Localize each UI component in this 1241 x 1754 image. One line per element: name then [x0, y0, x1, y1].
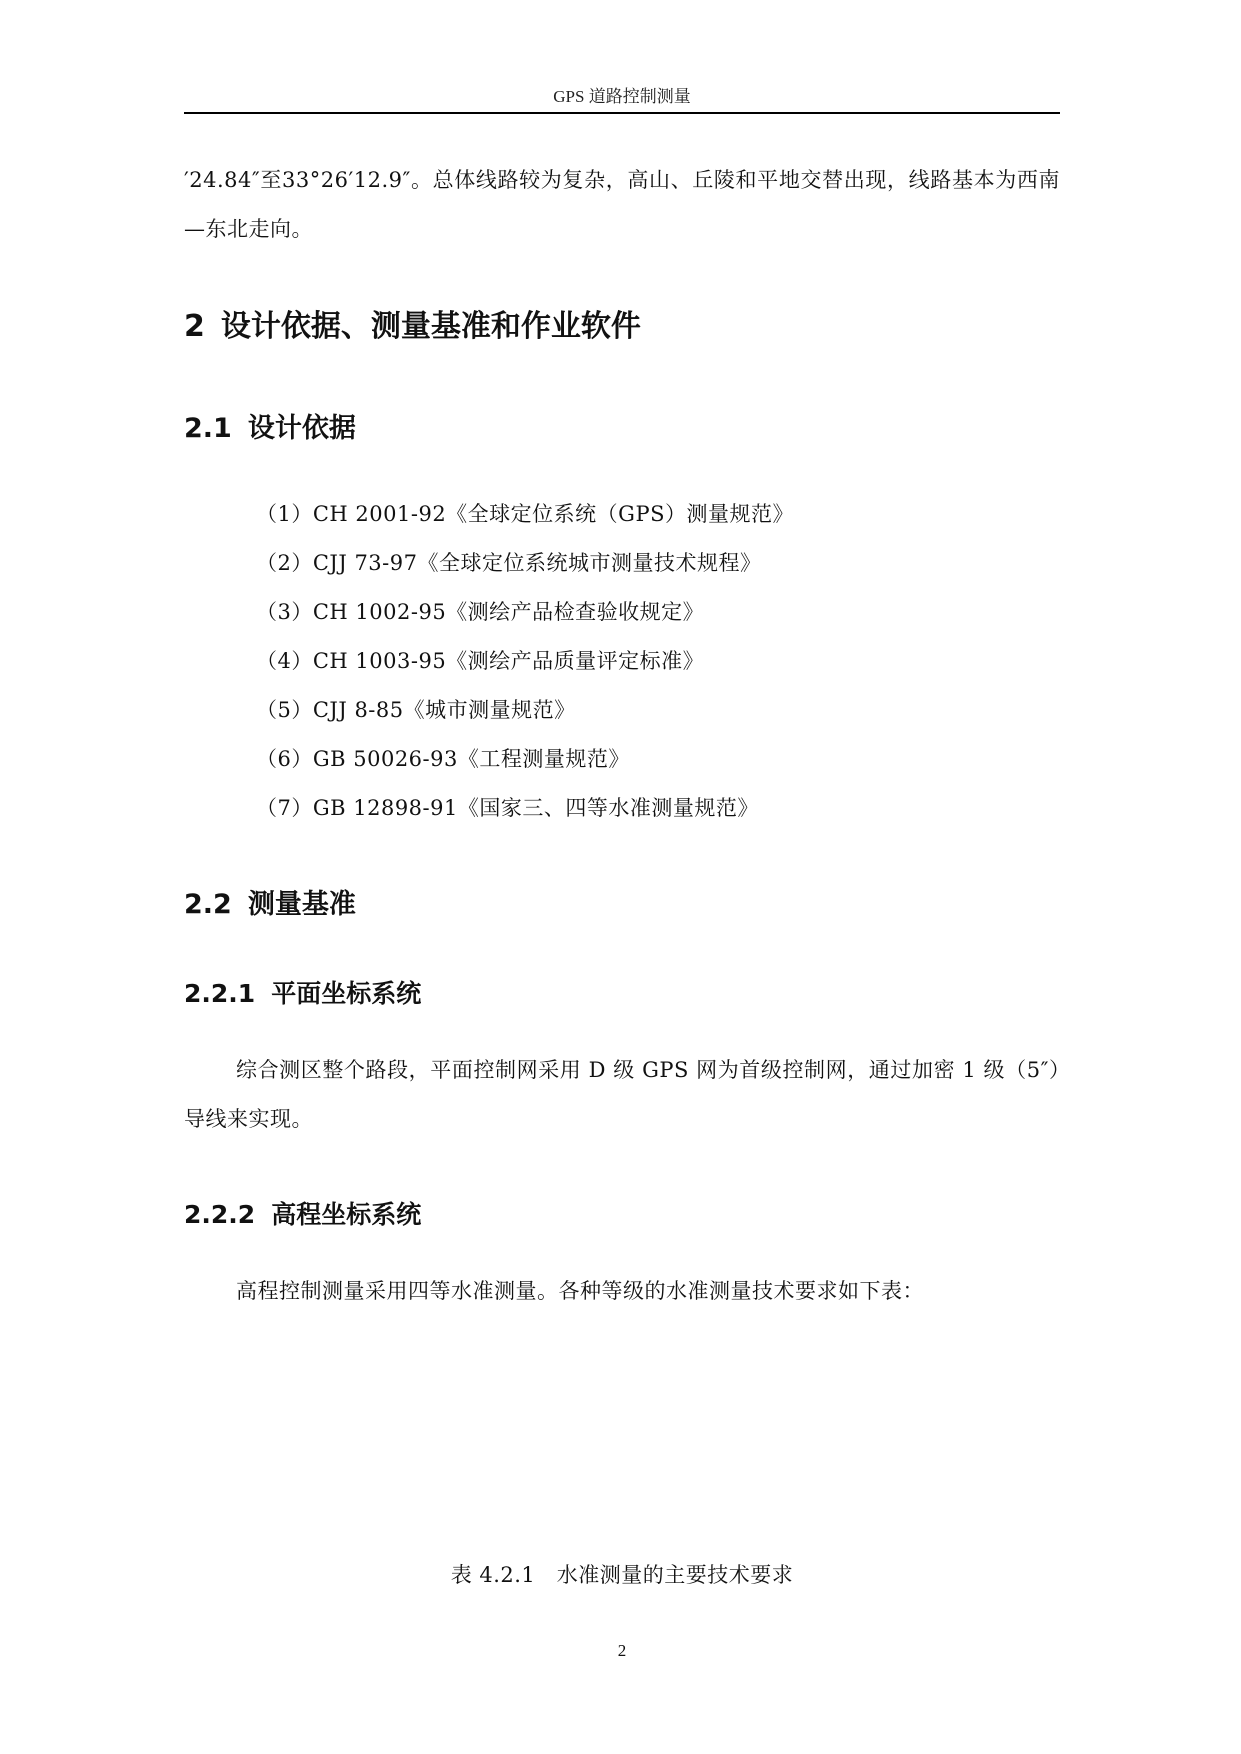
page-number: 2 [617, 1641, 627, 1660]
reference-item: （7）GB 12898-91《国家三、四等水准测量规范》 [256, 796, 759, 820]
section-2-1-heading [184, 411, 1060, 447]
section-2-2-1-heading [184, 977, 1060, 1011]
section-2-2-heading [184, 887, 1060, 923]
reference-item: （2）CJJ 73-97《全球定位系统城市测量技术规程》 [256, 551, 762, 575]
reference-item: （3）CH 1002-95《测绘产品检查验收规定》 [256, 600, 705, 624]
table-caption: 表 4.2.1 水准测量的主要技术要求 [450, 1563, 794, 1587]
section-2-2-title: 测量基准 [247, 889, 356, 920]
plane-coordinate-paragraph: 综合测区整个路段，平面控制网采用 D 级 GPS 网为首级控制网，通过加密 1 级（5″）导线来实现。 [184, 1058, 1060, 1131]
section-2-2-2-title: 高程坐标系统 [271, 1200, 422, 1229]
section-2-1-number: 2.1 [184, 413, 232, 444]
section-2-2-2-heading [184, 1198, 1060, 1232]
reference-item: （4）CH 1003-95《测绘产品质量评定标准》 [256, 649, 705, 673]
section-2-1-title: 设计依据 [247, 413, 356, 444]
reference-item: （1）CH 2001-92《全球定位系统（GPS）测量规范》 [256, 502, 794, 526]
intro-paragraph: ′24.84″至33°26′12.9″。总体线路较为复杂，高山、丘陵和平地交替出现，线路基本为西南—东北走向。 [184, 168, 1060, 241]
section-2-2-2-number: 2.2.2 [184, 1200, 256, 1229]
section-2-title: 设计依据、测量基准和作业软件 [220, 309, 641, 344]
section-2-2-number: 2.2 [184, 889, 232, 920]
section-2-heading [184, 307, 1060, 347]
page-body [184, 156, 1060, 1316]
section-2-2-1-number: 2.2.1 [184, 979, 256, 1008]
running-header: GPS 道路控制测量 [553, 87, 691, 106]
reference-list [184, 490, 1060, 833]
header-rule [184, 112, 1060, 114]
section-2-2-1-title: 平面坐标系统 [271, 979, 422, 1008]
section-2-number: 2 [184, 309, 205, 344]
reference-item: （5）CJJ 8-85《城市测量规范》 [256, 698, 576, 722]
elevation-coordinate-paragraph: 高程控制测量采用四等水准测量。各种等级的水准测量技术要求如下表： [236, 1279, 924, 1303]
reference-item: （6）GB 50026-93《工程测量规范》 [256, 747, 630, 771]
